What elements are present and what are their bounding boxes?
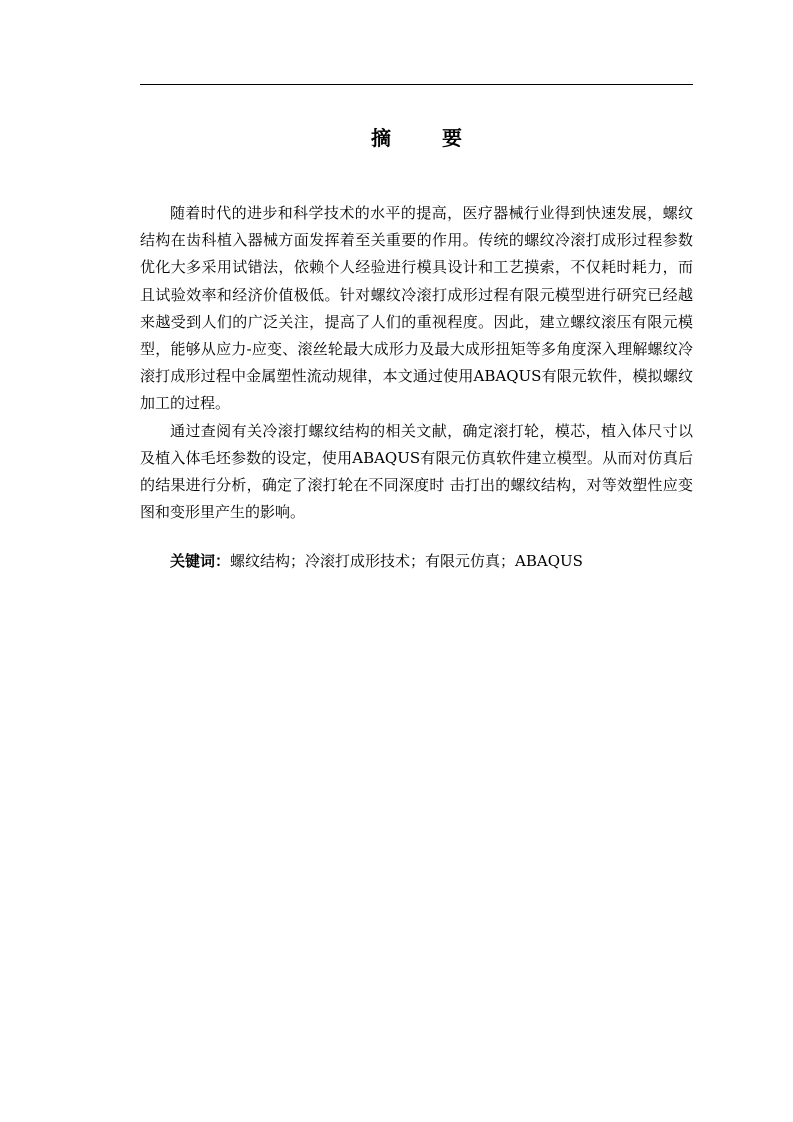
- page-title: 摘 要: [371, 126, 484, 150]
- abstract-paragraph-1: 随着时代的进步和科学技术的水平的提高，医疗器械行业得到快速发展，螺纹结构在齿科植入器械方面发挥着至关重要的作用。传统的螺纹冷滚打成形过程参数优化大多采用试错法，依赖个人经验进行模具设计和工艺摸索，不仅耗时耗力，而且试验效率和经济价值极低。针对螺纹冷滚打成形过程有限元模型进行研究已经越来越受到人们的广泛关注，提高了人们的重视程度。因此，建立螺纹滚压有限元模型，能够从应力-应变、滚丝轮最大成形力及最大成形扭矩等多角度深入理解螺纹冷滚打成形过程中金属塑性流动规律，本文通过使用ABAQUS有限元软件，模拟螺纹加工的过程。: [140, 204, 693, 413]
- header-rule: [140, 84, 693, 85]
- abstract-paragraph-2: 通过查阅有关冷滚打螺纹结构的相关文献，确定滚打轮，模芯，植入体尺寸以及植入体毛坯参数的设定，使用ABAQUS有限元仿真软件建立模型。从而对仿真后的结果进行分析，确定了滚打轮在不同深度时 击打出的螺纹结构，对等效塑性应变图和变形里产生的影响。: [140, 421, 693, 522]
- keywords-text: 螺纹结构；冷滚打成形技术；有限元仿真；ABAQUS: [230, 552, 583, 570]
- keywords-line: [140, 548, 693, 575]
- abstract-body: [140, 200, 693, 526]
- keywords-label: 关键词：: [170, 552, 231, 570]
